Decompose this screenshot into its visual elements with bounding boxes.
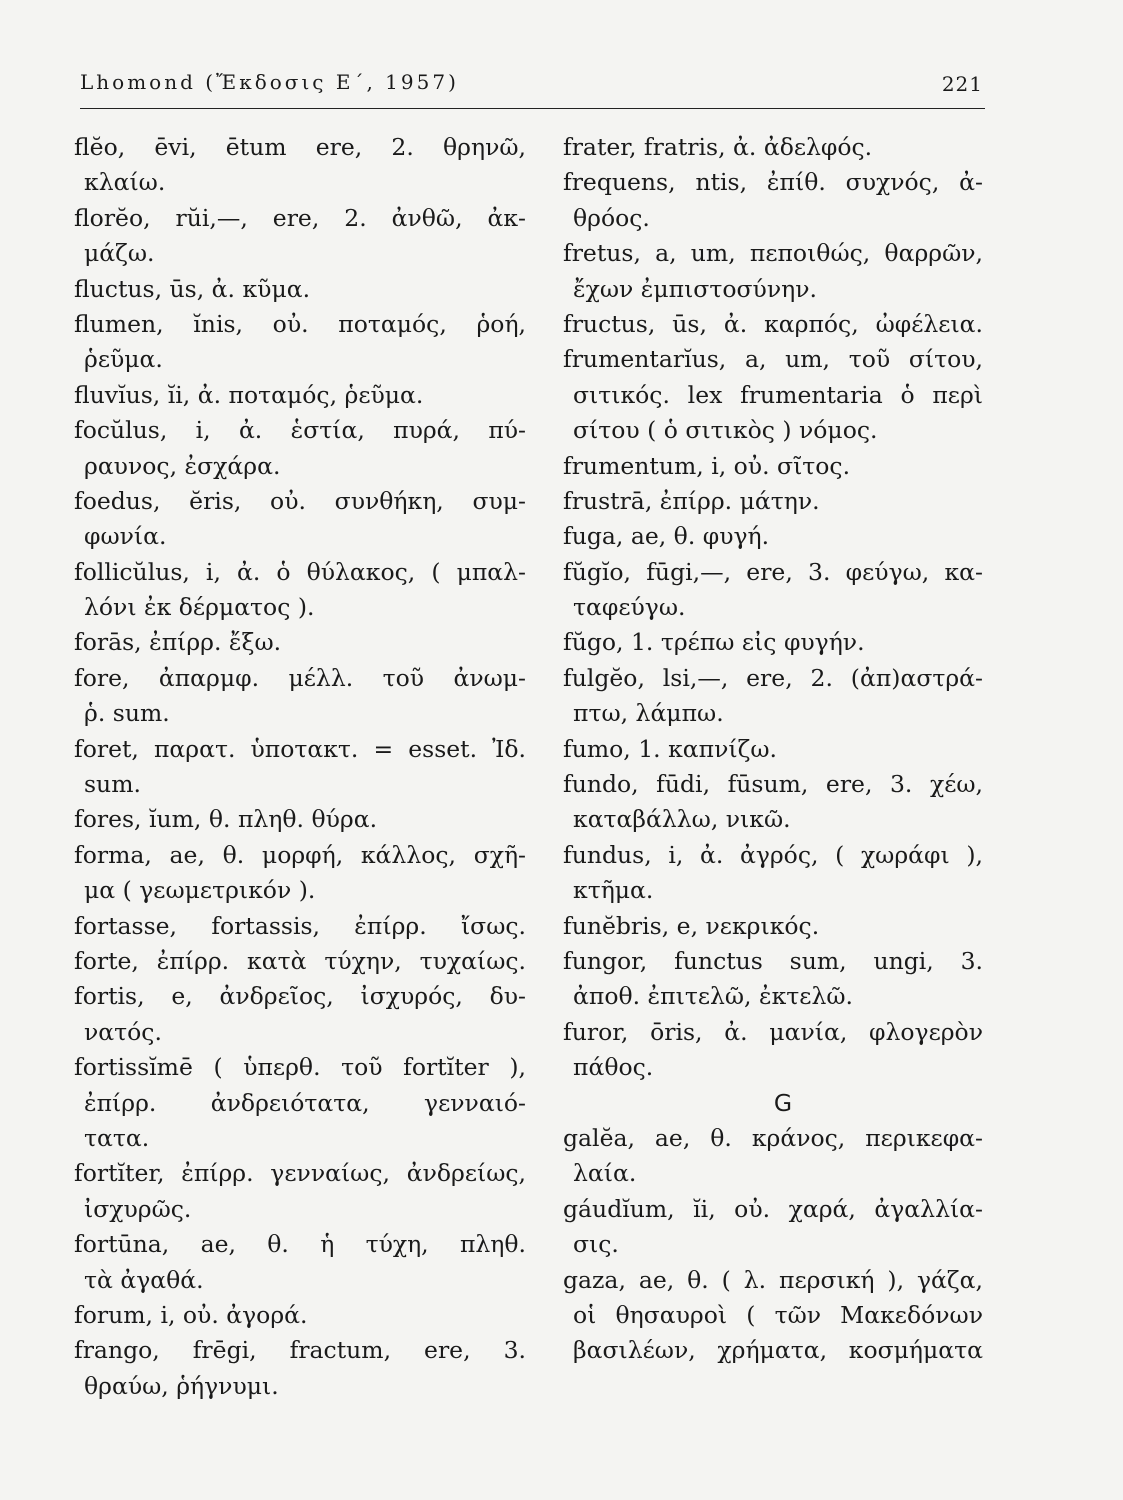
entry-headword-line: furor, ōris, ἀ. μανία, φλογερὸν <box>563 1017 983 1046</box>
right-column <box>563 130 983 1369</box>
entry-headword-line: frequens, ntis, ἐπίθ. συχνός, ἀ- <box>563 168 983 197</box>
entry-continuation: σις. <box>573 1230 619 1259</box>
entry-continuation: κλαίω. <box>84 168 166 197</box>
entry-continuation: λαία. <box>573 1159 637 1188</box>
entry-headword-line: forte, ἐπίρρ. κατὰ τύχην, τυχαίως. <box>74 946 526 975</box>
entry-headword-line: foret, παρατ. ὑποτακτ. = esset. Ἰδ. <box>74 734 526 763</box>
entry-headword-line: forma, ae, θ. μορφή, κάλλος, σχῆ- <box>74 840 526 869</box>
entry-continuation: μα ( γεωμετρικόν ). <box>84 876 316 905</box>
entry-headword-line: fluctus, ūs, ἀ. κῦμα. <box>74 274 311 303</box>
running-header <box>80 70 985 109</box>
entry-headword-line: fortasse, fortassis, ἐπίρρ. ἴσως. <box>74 911 526 940</box>
entry-headword-line: follicŭlus, i, ἀ. ὁ θύλακος, ( μπαλ- <box>74 557 526 586</box>
entry-continuation: ἔχων ἐμπιστοσύνην. <box>573 274 817 303</box>
entry-headword-line: flĕo, ēvi, ētum ere, 2. θρηνῶ, <box>74 133 526 161</box>
section-letter: G <box>773 1088 793 1117</box>
entry-continuation: πτω, λάμπω. <box>573 699 724 728</box>
entry-headword-line: gaza, ae, θ. ( λ. περσική ), γάζα, <box>563 1265 983 1294</box>
entry-continuation: ἐπίρρ. ἀνδρειότατα, γενναιό- <box>84 1088 526 1117</box>
entry-continuation: σιτικός. lex frumentaria ὁ περὶ <box>573 380 983 409</box>
entry-continuation: sum. <box>84 770 141 799</box>
entry-headword-line: frustrā, ἐπίρρ. μάτην. <box>563 486 820 515</box>
entry-headword-line: fluvĭus, ĭi, ἀ. ποταμός, ῥεῦμα. <box>74 380 424 409</box>
entry-headword-line: foedus, ĕris, οὐ. συνθήκη, συμ- <box>74 486 526 515</box>
entry-continuation: φωνία. <box>84 522 167 551</box>
entry-continuation: θραύω, ῥήγνυμι. <box>84 1371 279 1400</box>
entry-continuation: ἰσχυρῶς. <box>84 1194 192 1223</box>
entry-headword-line: fungor, functus sum, ungi, 3. <box>563 946 983 975</box>
entry-headword-line: fructus, ūs, ἀ. καρπός, ὠφέλεια. <box>563 309 983 338</box>
entry-headword-line: fundo, fūdi, fūsum, ere, 3. χέω, <box>563 770 983 799</box>
entry-headword-line: florĕo, rŭi,—, ere, 2. ἀνθῶ, ἀκ- <box>74 203 526 232</box>
entry-continuation: πάθος. <box>573 1053 654 1082</box>
entry-continuation: τατα. <box>84 1123 150 1152</box>
entry-headword-line: fore, ἀπαρμφ. μέλλ. τοῦ ἀνωμ- <box>74 663 526 692</box>
entry-headword-line: frango, frēgi, fractum, ere, 3. <box>74 1336 526 1365</box>
entry-headword-line: flumen, ĭnis, οὐ. ποταμός, ῥοή, <box>74 309 526 338</box>
entry-headword-line: fortissĭmē ( ὑπερθ. τοῦ fortĭter ), <box>74 1053 526 1082</box>
entry-headword-line: fundus, i, ἀ. ἀγρός, ( χωράφι ), <box>563 840 983 869</box>
entry-headword-line: fortūna, ae, θ. ἡ τύχη, πληθ. <box>74 1230 526 1259</box>
entry-headword-line: gáudĭum, ĭi, οὐ. χαρά, ἀγαλλία- <box>563 1194 983 1223</box>
entry-headword-line: fretus, a, um, πεποιθώς, θαρρῶν, <box>563 239 983 268</box>
entry-continuation: καταβάλλω, νικῶ. <box>573 805 791 834</box>
entry-headword-line: forum, i, οὐ. ἀγορά. <box>74 1300 308 1329</box>
entry-continuation: τὰ ἀγαθά. <box>84 1265 204 1294</box>
entry-continuation: κτῆμα. <box>573 876 654 905</box>
entry-continuation: μάζω. <box>84 239 155 268</box>
entry-continuation: λόνι ἐκ δέρματος ). <box>84 593 315 622</box>
entry-headword-line: fortis, e, ἀνδρεῖος, ἰσχυρός, δυ- <box>74 982 526 1011</box>
entry-continuation: ῥ. sum. <box>84 699 170 728</box>
entry-headword-line: fuga, ae, θ. φυγή. <box>563 522 770 551</box>
entry-headword-line: forās, ἐπίρρ. ἔξω. <box>74 628 282 657</box>
entry-headword-line: funĕbris, e, νεκρικός. <box>563 911 820 940</box>
entry-continuation: βασιλέων, χρήματα, κοσμήματα <box>573 1336 983 1365</box>
entry-continuation: θρόος. <box>573 203 650 232</box>
left-column <box>74 130 526 1404</box>
entry-headword-line: fumo, 1. καπνίζω. <box>563 734 777 763</box>
page-number: 221 <box>941 72 983 96</box>
running-title: Lhomond (Ἔκδοσις Ε΄, 1957) <box>80 70 459 94</box>
entry-headword-line: galĕa, ae, θ. κράνος, περικεφα- <box>563 1123 983 1152</box>
entry-continuation: ταφεύγω. <box>573 593 686 622</box>
entry-continuation: ἀποθ. ἐπιτελῶ, ἐκτελῶ. <box>573 982 853 1011</box>
entry-headword-line: fŭgĭo, fūgi,—, ere, 3. φεύγω, κα- <box>563 557 983 586</box>
entry-continuation: ραυνος, ἐσχάρα. <box>84 451 281 480</box>
entry-headword-line: fŭgo, 1. τρέπω εἰς φυγήν. <box>563 628 865 657</box>
entry-headword-line: frumentum, i, οὐ. σῖτος. <box>563 451 851 480</box>
entry-continuation: νατός. <box>84 1017 162 1046</box>
entry-headword-line: fortĭter, ἐπίρρ. γενναίως, ἀνδρείως, <box>74 1159 526 1188</box>
entry-headword-line: focŭlus, i, ἀ. ἑστία, πυρά, πύ- <box>74 416 526 445</box>
entry-continuation: ῥεῦμα. <box>84 345 163 374</box>
entry-headword-line: frumentarĭus, a, um, τοῦ σίτου, <box>563 345 983 374</box>
entry-continuation: σίτου ( ὁ σιτικὸς ) νόμος. <box>573 416 878 445</box>
entry-headword-line: frater, fratris, ἀ. ἀδελφός. <box>563 133 873 161</box>
entry-headword-line: fores, ĭum, θ. πληθ. θύρα. <box>74 805 378 834</box>
entry-headword-line: fulgĕo, lsi,—, ere, 2. (ἀπ)αστρά- <box>563 663 983 692</box>
entry-continuation: οἱ θησαυροὶ ( τῶν Μακεδόνων <box>573 1300 983 1329</box>
